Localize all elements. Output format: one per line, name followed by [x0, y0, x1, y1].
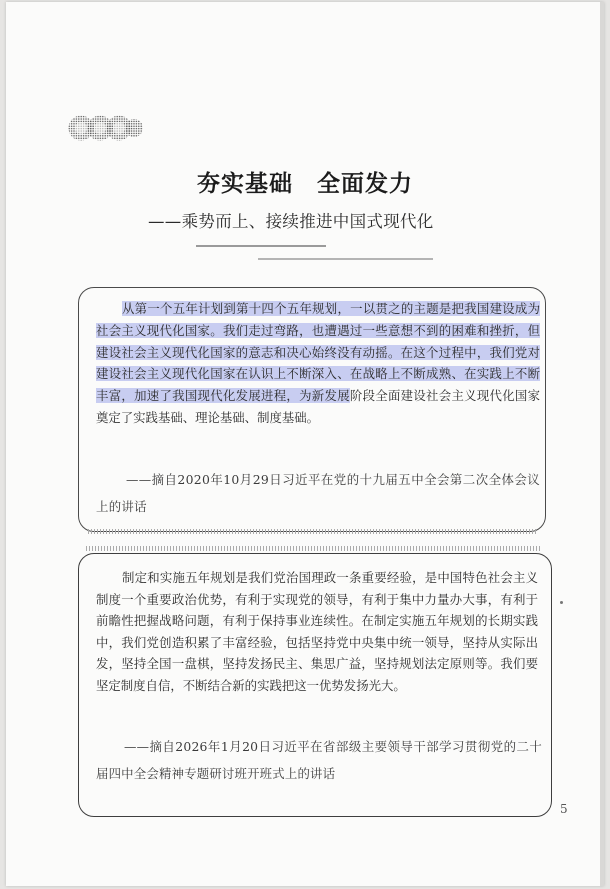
quote-1-body-rest: 阶段全面建设社会主义现代化国家奠定了实践基础、理论基础、制度基础。 [96, 388, 541, 425]
dotted-divider [88, 529, 536, 534]
page-title: 夯实基础 全面发力 [197, 171, 413, 197]
quote-1-body [96, 298, 540, 429]
quote-2-source: ——摘自2026年1月20日习近平在省部级主要领导干部学习贯彻党的二十届四中全会精神专题研讨班开班式上的讲话 [96, 739, 542, 781]
page-edge [600, 2, 604, 886]
highlighted-text: 从第一个五年计划到第十四个五年规划，一以贯之的主题是把我国建设成为社会主义现代化国家。我们走过弯路，也遭遇过一些意想不到的困难和挫折，但建设社会主义现代化国家的意志和决心始终没有动摇。在这个过程中，我们党对建设社会主义现代化国家在认识上不断深入、在战略上不断成熟、在实践上不断丰富，加速了我国现代化发展进程，为新发展 [96, 301, 540, 404]
scan-mark [560, 601, 563, 604]
title-divider-secondary [258, 258, 433, 260]
page-number: 5 [560, 802, 568, 816]
page-subtitle: ——乘势而上、接续推进中国式现代化 [148, 212, 434, 231]
decorative-circles-icon [68, 113, 144, 143]
quote-2-body: 制定和实施五年规划是我们党治国理政一条重要经验，是中国特色社会主义制度一个重要政治优势，有利于实现党的领导，有利于集中力量办大事，有利于前瞻性把握战略问题，有利于保持事业连续性。在制定实施五年规划的长期实践中，我们党创造积累了丰富经验，包括坚持党中央集中统一领导，坚持从实际出发，坚持全国一盘棋，坚持发扬民主、集思广益，坚持规划法定原则等。我们要坚定制度自信，不断结合新的实践把这一优势发扬光大。 [96, 570, 538, 693]
title-divider [196, 245, 326, 247]
quote-1-source: ——摘自2020年10月29日习近平在党的十九届五中全会第二次全体会议上的讲话 [96, 472, 540, 514]
dotted-divider [86, 546, 540, 551]
